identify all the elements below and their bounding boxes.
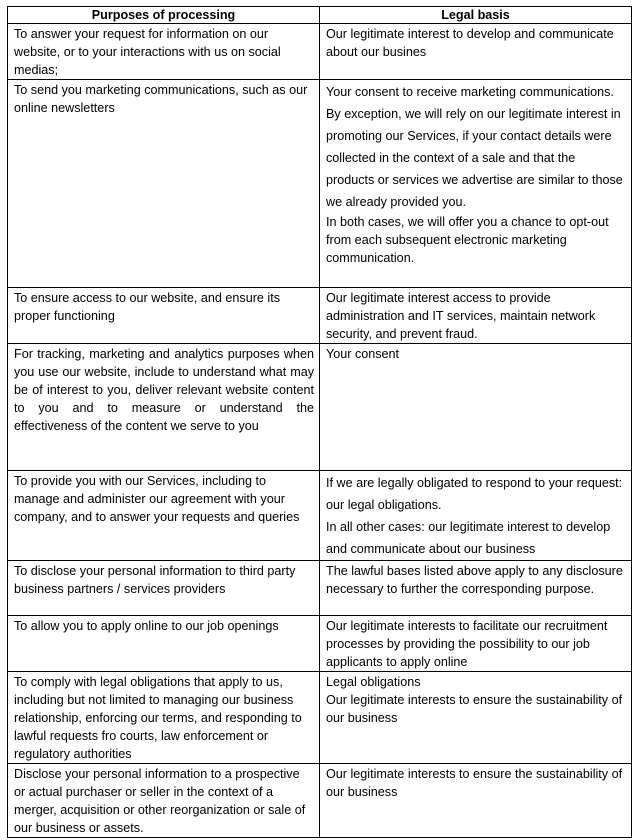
purpose-cell [8,672,320,764]
header-row [8,7,632,24]
basis-text: If we are legally obligated to respond to your request: our legal obligations. [326,476,623,512]
purpose-cell [8,24,320,80]
table-row [8,471,632,561]
basis-cell [320,616,632,672]
purpose-text: To comply with legal obligations that apply to us, including but not limited to managing our business relationship, enforcing our terms, and responding to lawful requests fro courts, law enforcement or regulatory authorities [14,675,302,761]
basis-cell [320,288,632,344]
basis-cell [320,80,632,288]
basis-text: Our legitimate interests to ensure the sustainability of our business [326,767,623,799]
basis-cell [320,672,632,764]
purpose-text: To provide you with our Services, including to manage and administer our agreement with your company, and to answer your requests and queries [14,474,300,524]
purpose-text: For tracking, marketing and analytics purposes when you use our website, include to understand what may be of interest to you, deliver relevant website content to you and to measure or understand the effectiveness of the content we serve to you [14,347,314,433]
header-purposes: Purposes of processing [8,7,320,24]
basis-text: Your consent [326,347,400,361]
table-row [8,616,632,672]
purpose-cell [8,764,320,838]
document-page [7,6,631,838]
basis-text: In both cases, we will offer you a chance to opt-out from each subsequent electronic marketing communication. [326,215,609,265]
basis-text: By exception, we will rely on our legitimate interest in promoting our Services, if your contact details were collected in the context of a sale and that the products or services we advertise are similar to those we already provided you. [326,107,623,209]
purpose-text: To disclose your personal information to third party business partners / services providers [14,564,296,596]
purpose-cell [8,471,320,561]
purpose-cell [8,344,320,471]
table-row [8,561,632,616]
header-legal-basis: Legal basis [320,7,632,24]
table-row [8,80,632,288]
basis-cell [320,561,632,616]
purpose-text: To allow you to apply online to our job openings [14,619,279,633]
table-row [8,672,632,764]
purpose-cell [8,80,320,288]
basis-text: The lawful bases listed above apply to any disclosure necessary to further the corresponding purpose. [326,564,623,596]
purpose-text: Disclose your personal information to a prospective or actual purchaser or seller in the context of a merger, acquisition or other reorganization or sale of our business or assets. [14,767,306,835]
basis-text: Our legitimate interest access to provide administration and IT services, maintain network security, and prevent fraud. [326,291,596,341]
basis-text: Your consent to receive marketing communications. [326,85,614,99]
purpose-text: To ensure access to our website, and ensure its proper functioning [14,291,281,323]
table-row [8,764,632,838]
table-row [8,344,632,471]
purpose-cell [8,288,320,344]
basis-cell [320,24,632,80]
basis-cell [320,344,632,471]
purpose-text: To send you marketing communications, such as our online newsletters [14,83,308,115]
basis-text: Our legitimate interest to develop and communicate about our busines [326,27,614,59]
purpose-cell [8,616,320,672]
basis-cell [320,764,632,838]
table-row [8,288,632,344]
processing-table [7,6,632,838]
basis-text: Our legitimate interests to ensure the sustainability of our business [326,693,623,725]
basis-text: In all other cases: our legitimate interest to develop and communicate about our business [326,520,611,556]
basis-text: Our legitimate interests to facilitate our recruitment processes by providing the possibility to our job applicants to apply online [326,619,608,669]
basis-text: Legal obligations [326,675,421,689]
purpose-text: To answer your request for information on our website, or to your interactions with us on social medias; [14,27,281,77]
purpose-cell [8,561,320,616]
table-row [8,24,632,80]
basis-cell [320,471,632,561]
